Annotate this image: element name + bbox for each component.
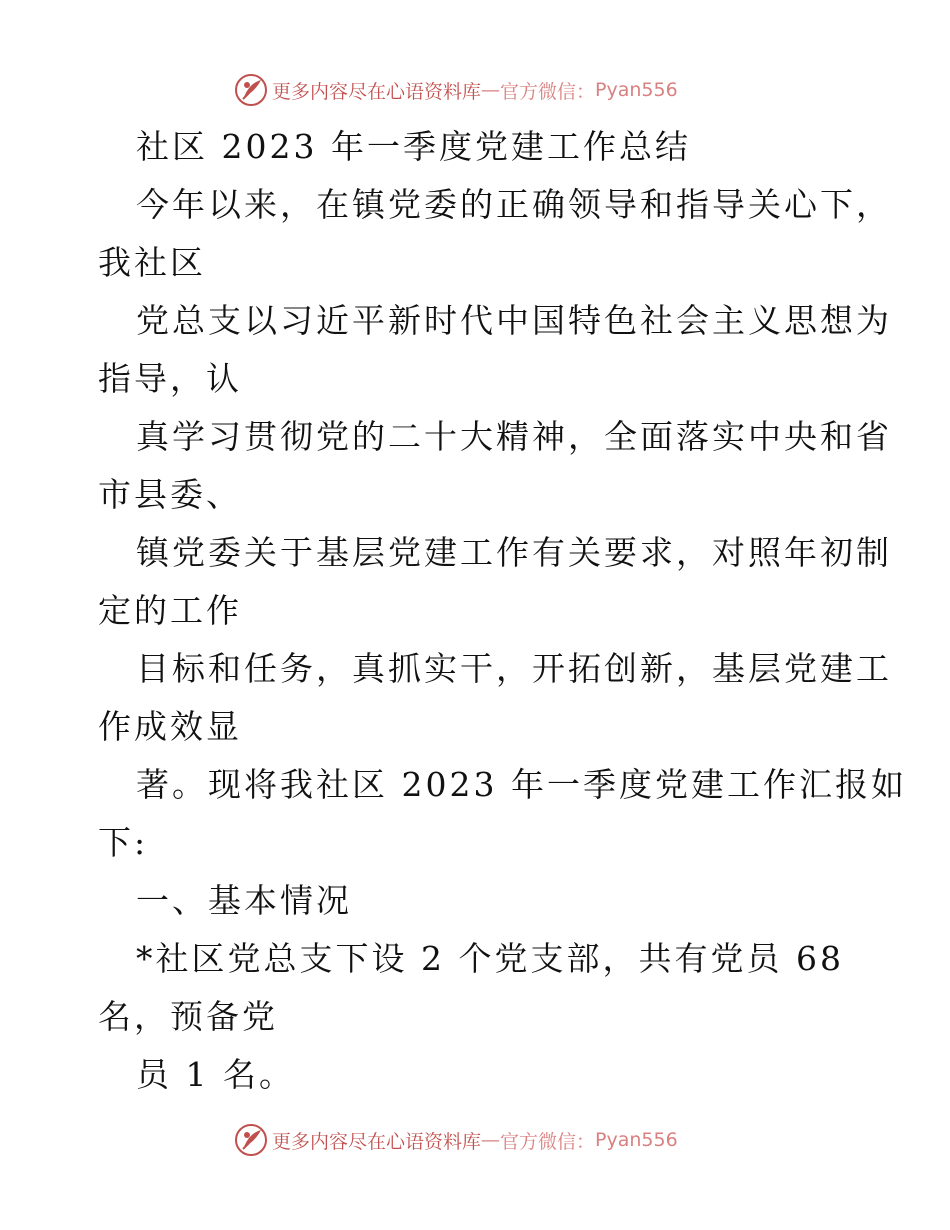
text-line: *社区党总支下设 2 个党支部，共有党员 68 xyxy=(136,939,844,978)
text-line: 我社区 xyxy=(98,243,206,282)
text-line: 著。现将我社区 2023 年一季度党建工作汇报如 xyxy=(136,765,907,804)
text-line: 目标和任务，真抓实干，开拓创新，基层党建工 xyxy=(136,649,892,688)
text-line: 市县委、 xyxy=(98,475,242,514)
text-line: 名，预备党 xyxy=(98,997,278,1036)
header-watermark xyxy=(234,72,678,108)
text-line: 镇党委关于基层党建工作有关要求，对照年初制 xyxy=(136,533,892,572)
quill-logo-icon xyxy=(234,1123,268,1157)
text-line: 下: xyxy=(98,823,149,862)
footer-watermark xyxy=(234,1122,678,1158)
section-heading: 一、基本情况 xyxy=(136,881,352,920)
quill-logo-icon xyxy=(234,73,268,107)
watermark-id: Pyan556 xyxy=(595,79,678,101)
text-line: 党总支以习近平新时代中国特色社会主义思想为 xyxy=(136,301,892,340)
watermark-label: 官方微信： xyxy=(500,80,596,103)
watermark-label: 官方微信： xyxy=(500,1130,596,1153)
text-line: 员 1 名。 xyxy=(136,1055,295,1094)
watermark-brand: 更多内容尽在心语资料库 xyxy=(272,1130,482,1153)
text-line: 今年以来，在镇党委的正确领导和指导关心下， xyxy=(136,185,892,224)
watermark-id: Pyan556 xyxy=(595,1129,678,1151)
document-title: 社区 2023 年一季度党建工作总结 xyxy=(136,127,691,166)
watermark-brand: 更多内容尽在心语资料库 xyxy=(272,80,482,103)
text-line: 真学习贯彻党的二十大精神，全面落实中央和省 xyxy=(136,417,892,456)
text-line: 作成效显 xyxy=(98,707,242,746)
watermark-dash: — xyxy=(481,79,501,101)
watermark-dash: — xyxy=(481,1129,501,1151)
text-line: 指导，认 xyxy=(98,359,242,398)
text-line: 定的工作 xyxy=(98,591,242,630)
